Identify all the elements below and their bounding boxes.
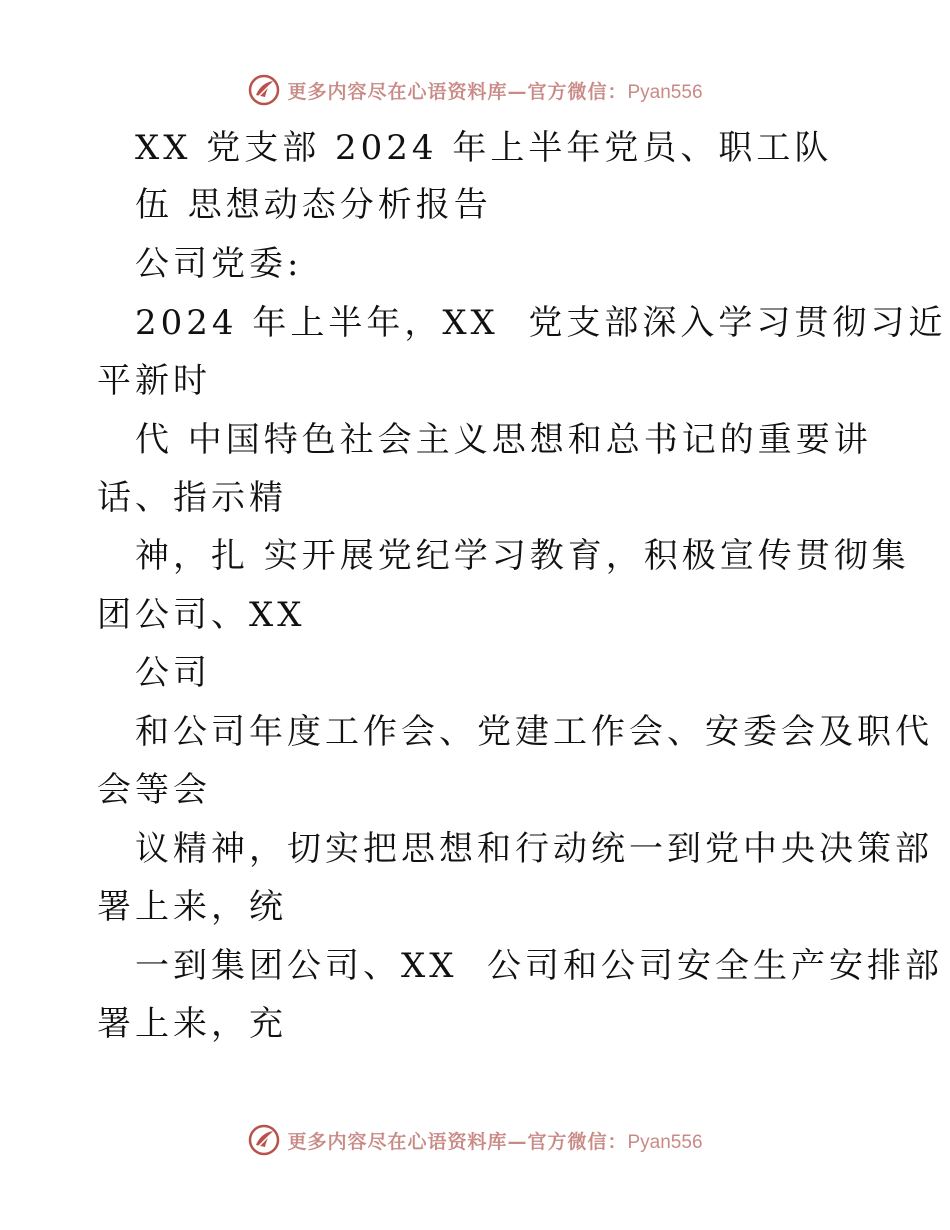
body-line-4: 话、指示精 <box>97 478 287 518</box>
body-line-2: 平新时 <box>97 361 211 401</box>
watermark-label: 更多内容尽在心语资料库—官方微信： <box>287 80 628 103</box>
header-watermark <box>0 70 950 110</box>
salutation: 公司党委: <box>135 244 303 284</box>
body-line-3: 代 中国特色社会主义思想和总书记的重要讲 <box>135 420 872 460</box>
body-line-1: 2024 年上半年，XX 党支部深入学习贯彻习近 <box>135 303 947 343</box>
footer-watermark <box>0 1120 950 1160</box>
title-line-2: 伍 思想动态分析报告 <box>135 185 492 225</box>
body-line-9: 会等会 <box>97 770 211 810</box>
title-line-1: XX 党支部 2024 年上半年党员、职工队 <box>135 128 833 168</box>
watermark-text <box>287 1127 702 1154</box>
brand-logo-icon <box>247 1123 281 1157</box>
watermark-text <box>287 77 702 104</box>
body-line-12: 一到集团公司、XX 公司和公司安全生产安排部 <box>135 946 944 986</box>
body-line-10: 议精神，切实把思想和行动统一到党中央决策部 <box>135 829 933 869</box>
body-line-7: 公司 <box>135 653 211 693</box>
body-line-13: 署上来，充 <box>97 1004 287 1044</box>
brand-logo-icon <box>247 73 281 107</box>
watermark-handle: Pyan556 <box>627 81 703 103</box>
watermark-handle: Pyan556 <box>627 1131 703 1153</box>
watermark-label: 更多内容尽在心语资料库—官方微信： <box>287 1130 628 1153</box>
body-line-8: 和公司年度工作会、党建工作会、安委会及职代 <box>135 712 933 752</box>
body-line-5: 神，扎 实开展党纪学习教育，积极宣传贯彻集 <box>135 536 910 576</box>
body-line-6: 团公司、XX <box>97 595 306 635</box>
body-line-11: 署上来，统 <box>97 887 287 927</box>
